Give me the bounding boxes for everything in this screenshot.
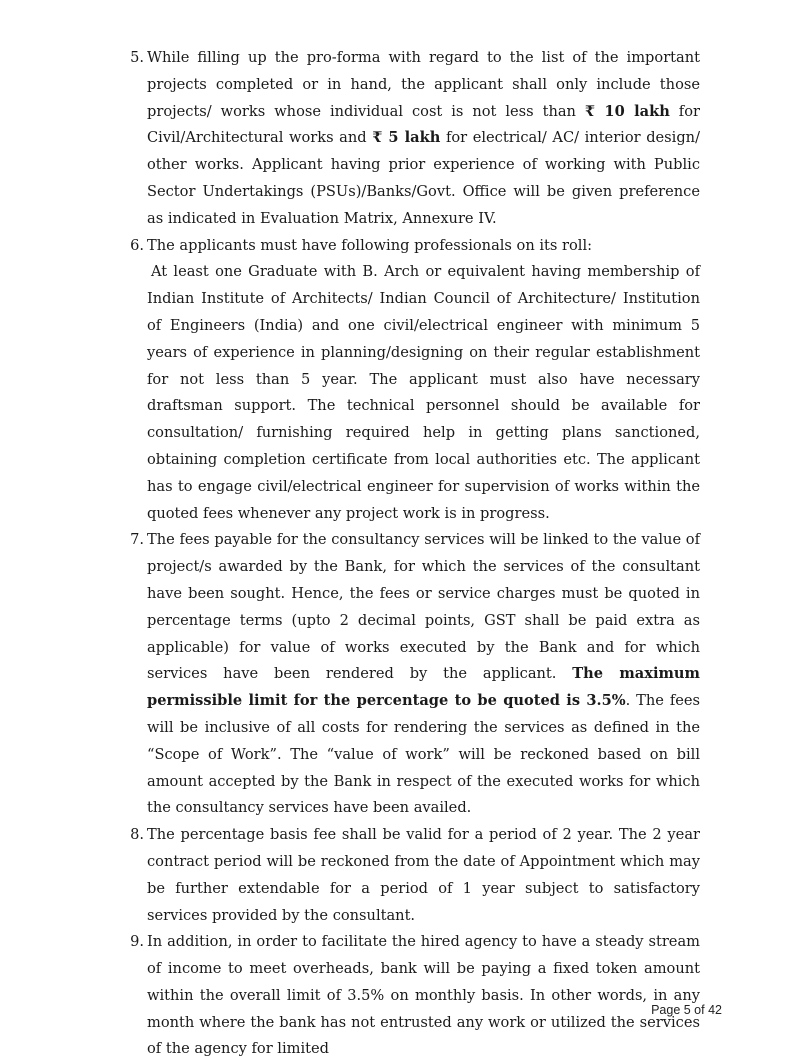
item-text: The percentage basis fee shall be valid for a period of 2 year. The 2 year contract period will be reckoned from the date of Appointment which may be further extendable for a period of 1 year subject to satisfactory services provided by the consultant. [147,826,700,924]
item-text: The applicants must have following professionals on its roll: [147,236,593,254]
list-item [130,929,700,1063]
bold-amount: ₹ 10 lakh [584,102,670,120]
item-number: 5. [130,49,144,66]
item-text: While filling up the pro-forma with regard to the list of the important projects completed or in hand, the applicant shall only include those projects/ works whose individual cost is not less than [147,49,700,120]
list-item [130,527,700,822]
bold-limit-statement: The maximum permissible limit for the percentage to be quoted is 3.5% [147,665,700,710]
item-text: In addition, in order to facilitate the hired agency to have a steady stream of income to meet overheads, bank will be paying a fixed token amount within the overall limit of 3.5% on monthly basis. In other words, in any month where the bank has not entrusted any work or utilized the services of the agency for limited [147,933,700,1058]
item-text: The fees payable for the consultancy services will be linked to the value of project/s awarded by the Bank, for which the services of the consultant have been sought. Hence, the fees or service charges must be quoted in percentage terms (upto 2 decimal points, GST shall be paid extra as applicable) for value of works executed by the Bank and for which services have been rendered by the applicant. [147,531,700,683]
item-text: for electrical/ AC/ interior design/ other works. Applicant having prior experience of working with Public Sector Undertakings (PSUs)/Banks/Govt. Office will be given preference as indicated in Evaluation Matrix, Annexure IV. [147,129,700,227]
document-body [130,45,700,1063]
list-item [130,45,700,233]
item-number: 9. [130,933,144,951]
page-number: Page 5 of 42 [651,1003,722,1017]
bold-amount: ₹ 5 lakh [372,129,441,147]
item-number: 8. [130,826,144,844]
item-text: for Civil/Architectural works and [147,102,700,147]
item-number: 6. [130,236,144,254]
item-text: . The fees will be inclusive of all costs for rendering the services as defined in the “Scope of Work”. The “value of work” will be reckoned based on bill amount accepted by the Bank in respect of the executed works for which the consultancy services have been availed. [147,692,700,817]
item-number: 7. [130,531,144,549]
list-item [130,233,700,528]
list-item [130,822,700,929]
item-subparagraph: At least one Graduate with B. Arch or equivalent having membership of Indian Institute of Architects/ Indian Council of Architecture/ Institution of Engineers (India) and one civil/electrical engineer with minimum 5 years of experience in planning/designing on their regular establishment for not less than 5 year. The applicant must also have necessary draftsman support. The technical personnel should be available for consultation/ furnishing required help in getting plans sanctioned, obtaining completion certificate from local authorities etc. The applicant has to engage civil/electrical engineer for supervision of works within the quoted fees whenever any project work is in progress. [147,263,700,522]
